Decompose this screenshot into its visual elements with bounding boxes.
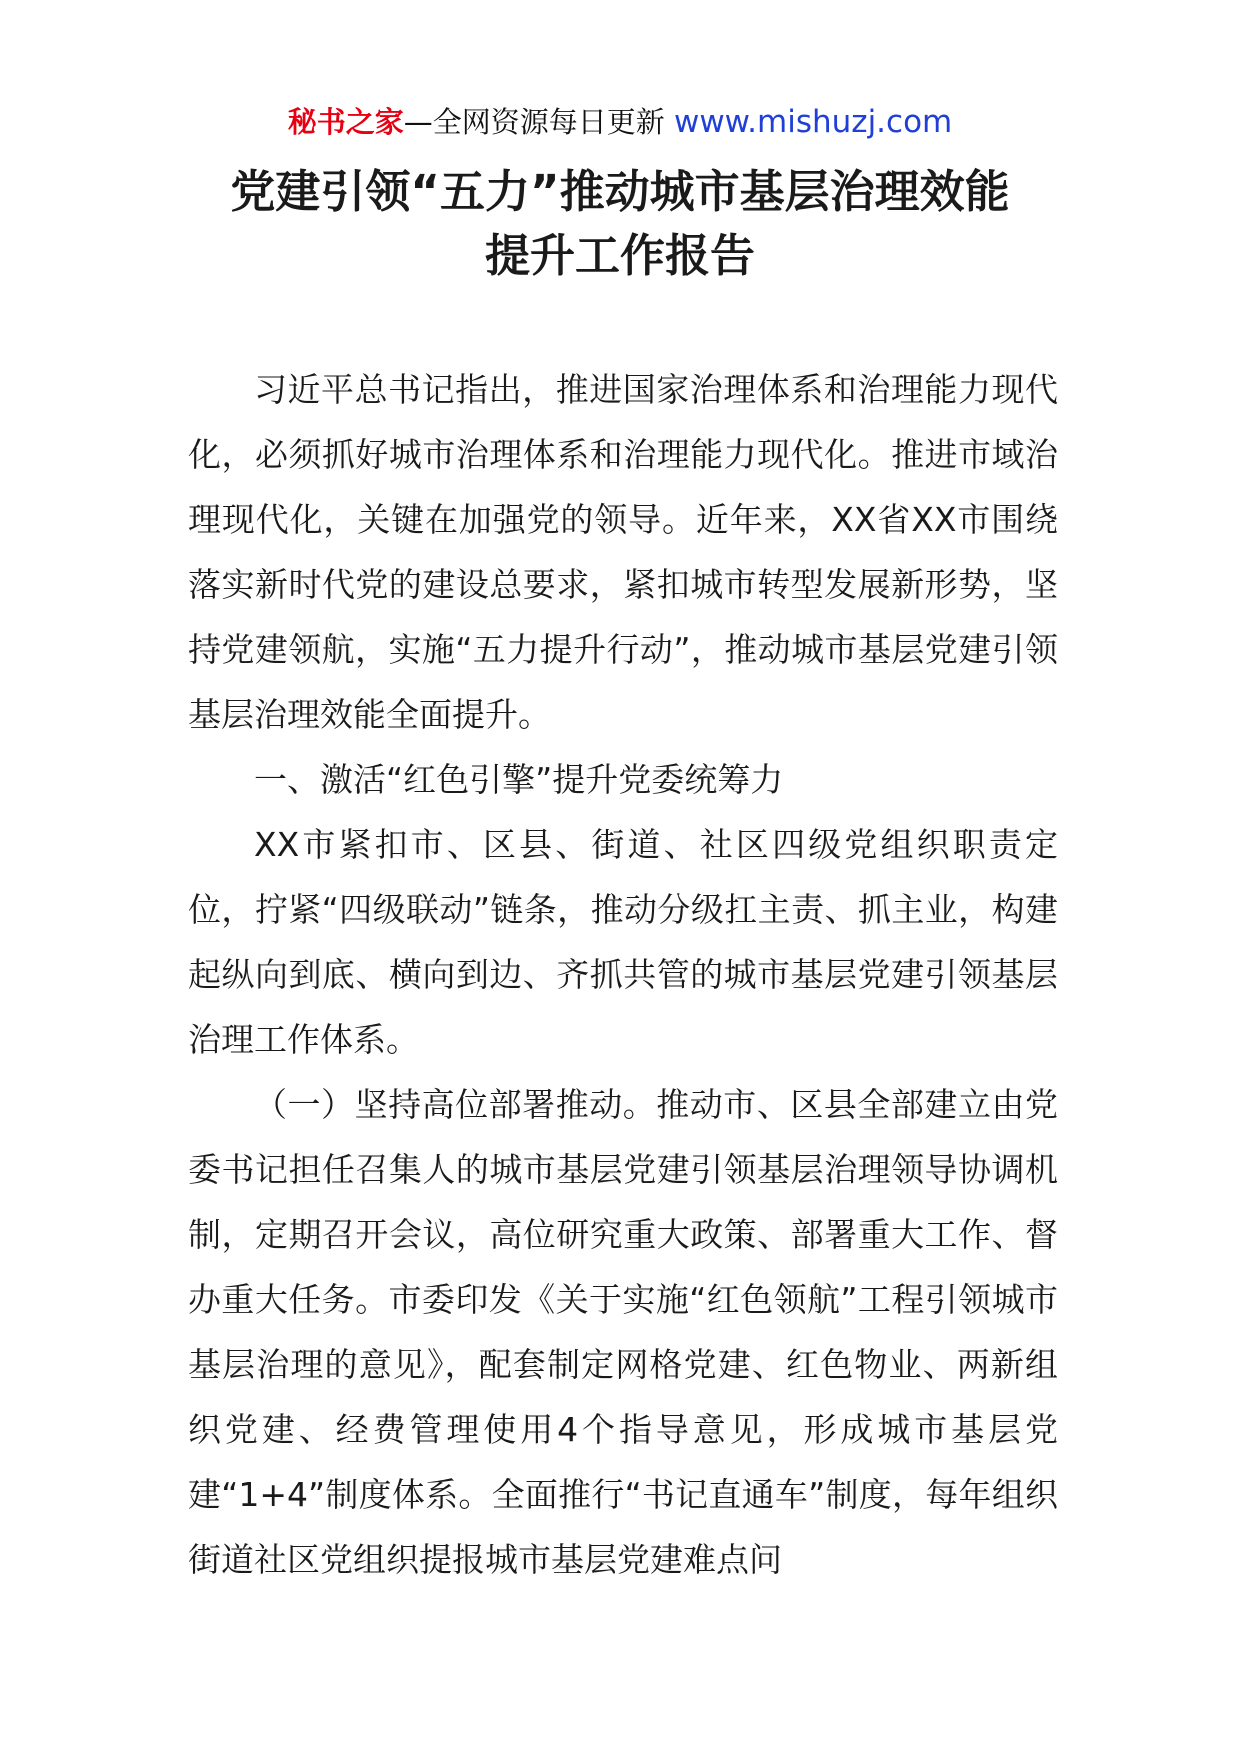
site-url-link[interactable]: www.mishuzj.com [673, 104, 953, 140]
site-header [0, 100, 1240, 144]
document-title [100, 160, 1140, 288]
intro-paragraph: 习近平总书记指出，推进国家治理体系和治理能力现代化，必须抓好城市治理体系和治理能力现代化。推进市域治理现代化，关键在加强党的领导。近年来，XX省XX市围绕落实新时代党的建设总要求，紧扣城市转型发展新形势，坚持党建领航，实施“五力提升行动”，推动城市基层党建引领基层治理效能全面提升。 [188, 370, 1058, 734]
title-line-1: 党建引领“五力”推动城市基层治理效能 [230, 165, 1010, 218]
subsection-1-paragraph: （一）坚持高位部署推动。推动市、区县全部建立由党委书记担任召集人的城市基层党建引领基层治理领导协调机制，定期召开会议，高位研究重大政策、部署重大工作、督办重大任务。市委印发《关于实施“红色领航”工程引领城市基层治理的意见》，配套制定网格党建、红色物业、两新组织党建、经费管理使用4个指导意见，形成城市基层党建“1+4”制度体系。全面推行“书记直通车”制度，每年组织街道社区党组织提报城市基层党建难点问 [188, 1085, 1058, 1579]
brand-name: 秘书之家 [287, 105, 404, 139]
title-line-2: 提升工作报告 [484, 229, 755, 282]
section-1-heading: 一、激活“红色引擎”提升党委统筹力 [254, 760, 784, 799]
section-1-paragraph: XX市紧扣市、区县、街道、社区四级党组织职责定位，拧紧“四级联动”链条，推动分级扛主责、抓主业，构建起纵向到底、横向到边、齐抓共管的城市基层党建引领基层治理工作体系。 [188, 825, 1058, 1059]
header-tagline: —全网资源每日更新 [403, 105, 674, 139]
document-body [188, 357, 1058, 1592]
